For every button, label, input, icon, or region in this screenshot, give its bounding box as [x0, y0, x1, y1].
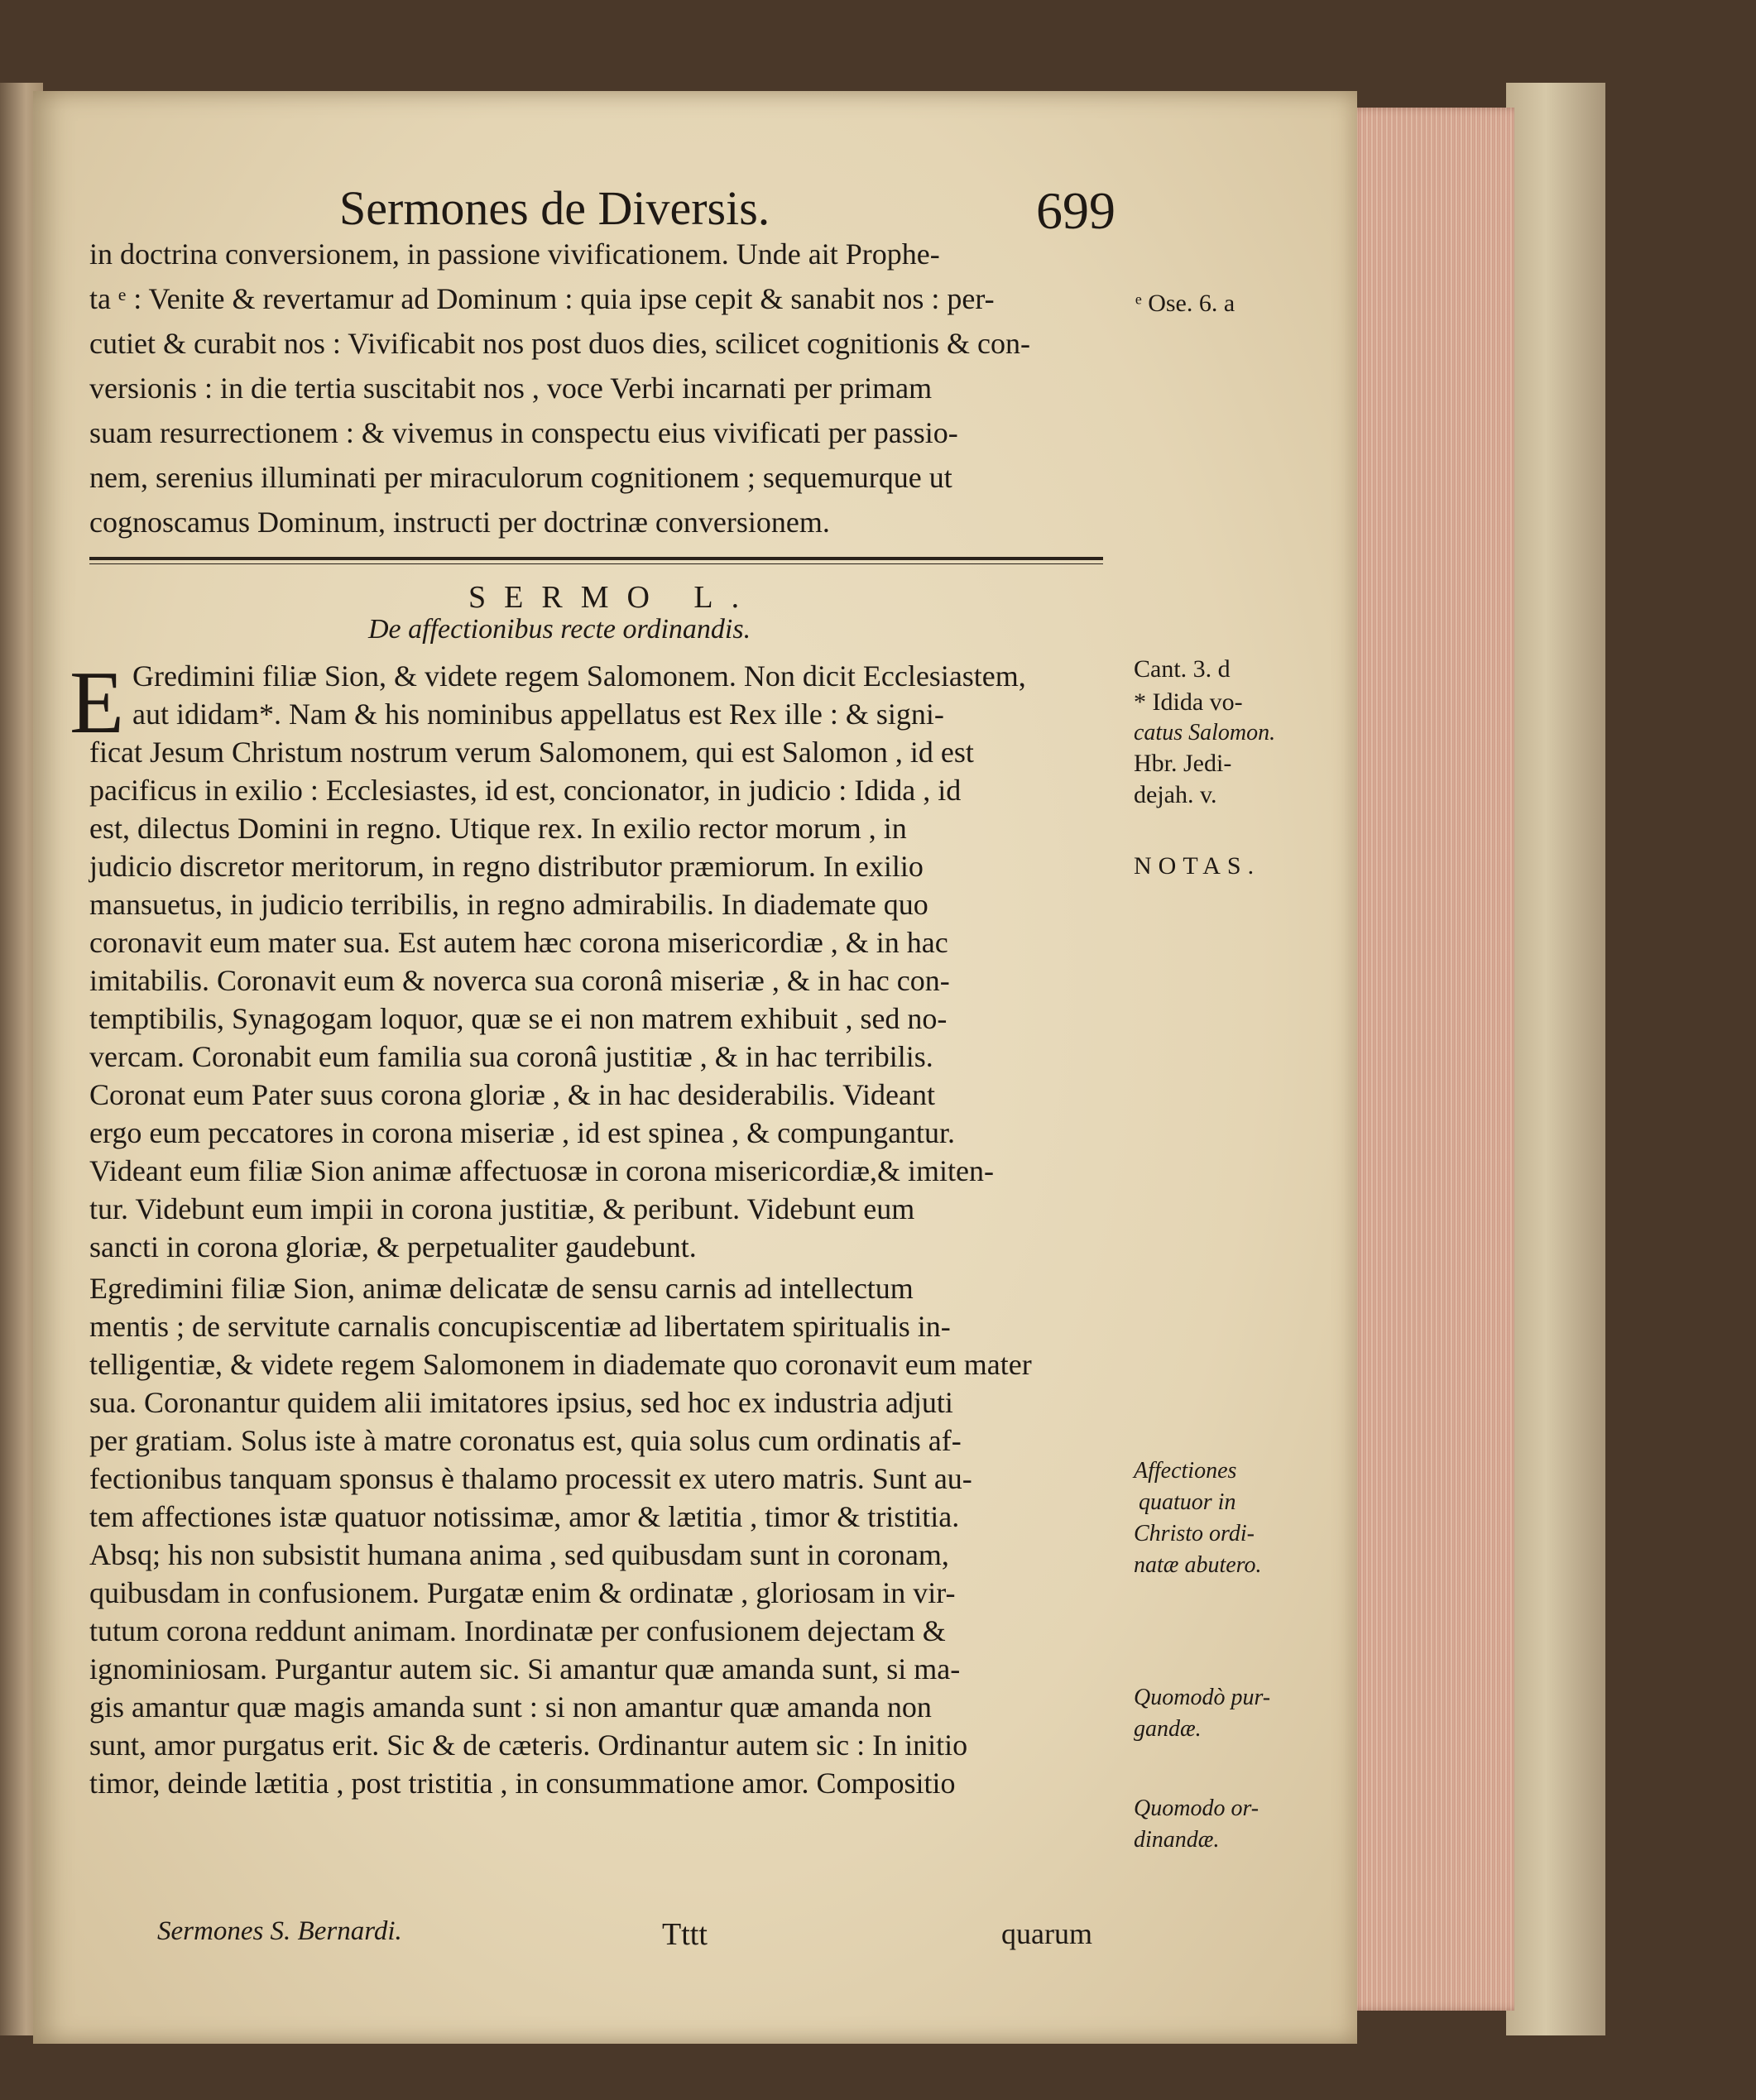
- sermon-line: imitabilis. Coronavit eum & noverca sua coronâ miseriæ , & in hac con-: [89, 964, 950, 997]
- sermon-line: ignominiosam. Purgantur autem sic. Si amantur quæ amanda sunt, si ma-: [89, 1652, 961, 1685]
- sermon-line: sunt, amor purgatus erit. Sic & de cæteris. Ordinantur autem sic : In initio: [89, 1728, 968, 1762]
- sermon-heading: SERMO L.: [468, 580, 758, 615]
- footer-catchword: quarum: [1001, 1917, 1092, 1950]
- sermon-line: ergo eum peccatores in corona miseriæ , id est spinea , & compungantur.: [89, 1116, 956, 1149]
- sermon-line: aut ididam*. Nam & his nominibus appellatus est Rex ille : & signi-: [132, 698, 944, 731]
- intro-line: cognoscamus Dominum, instructi per doctrinæ conversionem.: [89, 506, 830, 539]
- margin-note-reference: ᵉ Ose. 6. a: [1135, 290, 1235, 317]
- margin-note-reference: NOTAS.: [1134, 852, 1261, 880]
- sermon-line: gis amantur quæ magis amanda sunt : si non amantur quæ amanda non: [89, 1690, 932, 1724]
- sermon-line: Coronat eum Pater suus corona gloriæ , & in hac desiderabilis. Videant: [89, 1078, 935, 1111]
- margin-note-gloss: gandæ.: [1134, 1716, 1202, 1742]
- sermon-line: Absq; his non subsistit humana anima , sed quibusdam sunt in coronam,: [89, 1538, 949, 1571]
- drop-cap: E: [70, 654, 124, 752]
- margin-note-gloss: natæ abutero.: [1134, 1552, 1262, 1578]
- margin-note-gloss: dinandæ.: [1134, 1827, 1220, 1853]
- sermon-line: Gredimini filiæ Sion, & videte regem Salomonem. Non dicit Ecclesiastem,: [132, 659, 1026, 693]
- intro-line: nem, serenius illuminati per miraculorum cognitionem ; sequemurque ut: [89, 461, 952, 494]
- sermon-line: coronavit eum mater sua. Est autem hæc corona misericordiæ , & in hac: [89, 926, 948, 959]
- sermon-line: judicio discretor meritorum, in regno distributor præmiorum. In exilio: [89, 850, 924, 883]
- intro-line: versionis : in die tertia suscitabit nos , voce Verbi incarnati per primam: [89, 372, 933, 405]
- sermon-line: tem affectiones istæ quatuor notissimæ, amor & lætitia , timor & tristitia.: [89, 1500, 960, 1533]
- sermon-line: pacificus in exilio : Ecclesiastes, id est, concionator, in judicio : Idida , id: [89, 774, 962, 807]
- margin-note-gloss: Quomodò pur-: [1134, 1685, 1271, 1710]
- sermon-line: Videant eum filiæ Sion animæ affectuosæ in corona misericordiæ,& imiten-: [89, 1154, 994, 1187]
- sermon-line: timor, deinde lætitia , post tristitia , in consummatione amor. Compositio: [89, 1767, 956, 1800]
- page-number: 699: [1036, 181, 1115, 240]
- sermon-line: tur. Videbunt eum impii in corona justitiæ, & peribunt. Videbunt eum: [89, 1192, 915, 1225]
- sermon-line: vercam. Coronabit eum familia sua coronâ justitiæ , & in hac terribilis.: [89, 1040, 933, 1073]
- sermon-line: mansuetus, in judicio terribilis, in regno admirabilis. In diademate quo: [89, 888, 928, 921]
- sermon-line: telligentiæ, & videte regem Salomonem in diademate quo coronavit eum mater: [89, 1348, 1032, 1381]
- margin-note-reference: Hbr. Jedi-: [1134, 750, 1232, 777]
- intro-line: ta ᵉ : Venite & revertamur ad Dominum : quia ipse cepit & sanabit nos : per-: [89, 282, 995, 315]
- book-cover-edge: [1506, 83, 1605, 2035]
- sermon-line: sancti in corona gloriæ, & perpetualiter gaudebunt.: [89, 1230, 697, 1263]
- sermon-subtitle: De affectionibus recte ordinandis.: [368, 614, 751, 645]
- intro-line: in doctrina conversionem, in passione vivificationem. Unde ait Prophe-: [89, 237, 940, 271]
- sermon-line: tutum corona reddunt animam. Inordinatæ per confusionem dejectam &: [89, 1614, 946, 1647]
- margin-note-reference: catus Salomon.: [1134, 720, 1276, 746]
- footer-signature-mark: Tttt: [662, 1917, 708, 1952]
- sermon-line: Egredimini filiæ Sion, animæ delicatæ de sensu carnis ad intellectum: [89, 1272, 914, 1305]
- margin-note-gloss: Affectiones: [1134, 1458, 1237, 1484]
- margin-note-reference: Cant. 3. d: [1134, 655, 1231, 683]
- sermon-line: ficat Jesum Christum nostrum verum Salomonem, qui est Salomon , id est: [89, 736, 974, 769]
- margin-note-gloss: quatuor in: [1139, 1489, 1236, 1515]
- sermon-line: temptibilis, Synagogam loquor, quæ se ei non matrem exhibuit , sed no-: [89, 1002, 948, 1035]
- page-block-edges: [1349, 108, 1514, 2011]
- sermon-line: quibusdam in confusionem. Purgatæ enim & ordinatæ , gloriosam in vir-: [89, 1576, 956, 1609]
- sermon-line: sua. Coronantur quidem alii imitatores ipsius, sed hoc ex industria adjuti: [89, 1386, 953, 1419]
- margin-note-reference: * Idida vo-: [1134, 688, 1243, 716]
- footer-signature-title: Sermones S. Bernardi.: [157, 1916, 402, 1946]
- sermon-line: est, dilectus Domini in regno. Utique rex. In exilio rector morum , in: [89, 812, 907, 845]
- sermon-line: mentis ; de servitute carnalis concupiscentiæ ad libertatem spiritualis in-: [89, 1310, 951, 1343]
- margin-note-gloss: Christo ordi-: [1134, 1521, 1255, 1546]
- running-header: Sermones de Diversis.: [339, 181, 770, 235]
- sermon-line: per gratiam. Solus iste à matre coronatus est, quia solus cum ordinatis af-: [89, 1424, 962, 1457]
- intro-line: suam resurrectionem : & vivemus in conspectu eius vivificati per passio-: [89, 416, 958, 449]
- intro-line: cutiet & curabit nos : Vivificabit nos post duos dies, scilicet cognitionis & con-: [89, 327, 1031, 360]
- margin-note-gloss: Quomodo or-: [1134, 1796, 1259, 1821]
- margin-note-reference: dejah. v.: [1134, 781, 1217, 808]
- section-rule: [89, 557, 1103, 564]
- sermon-line: fectionibus tanquam sponsus è thalamo processit ex utero matris. Sunt au-: [89, 1462, 972, 1495]
